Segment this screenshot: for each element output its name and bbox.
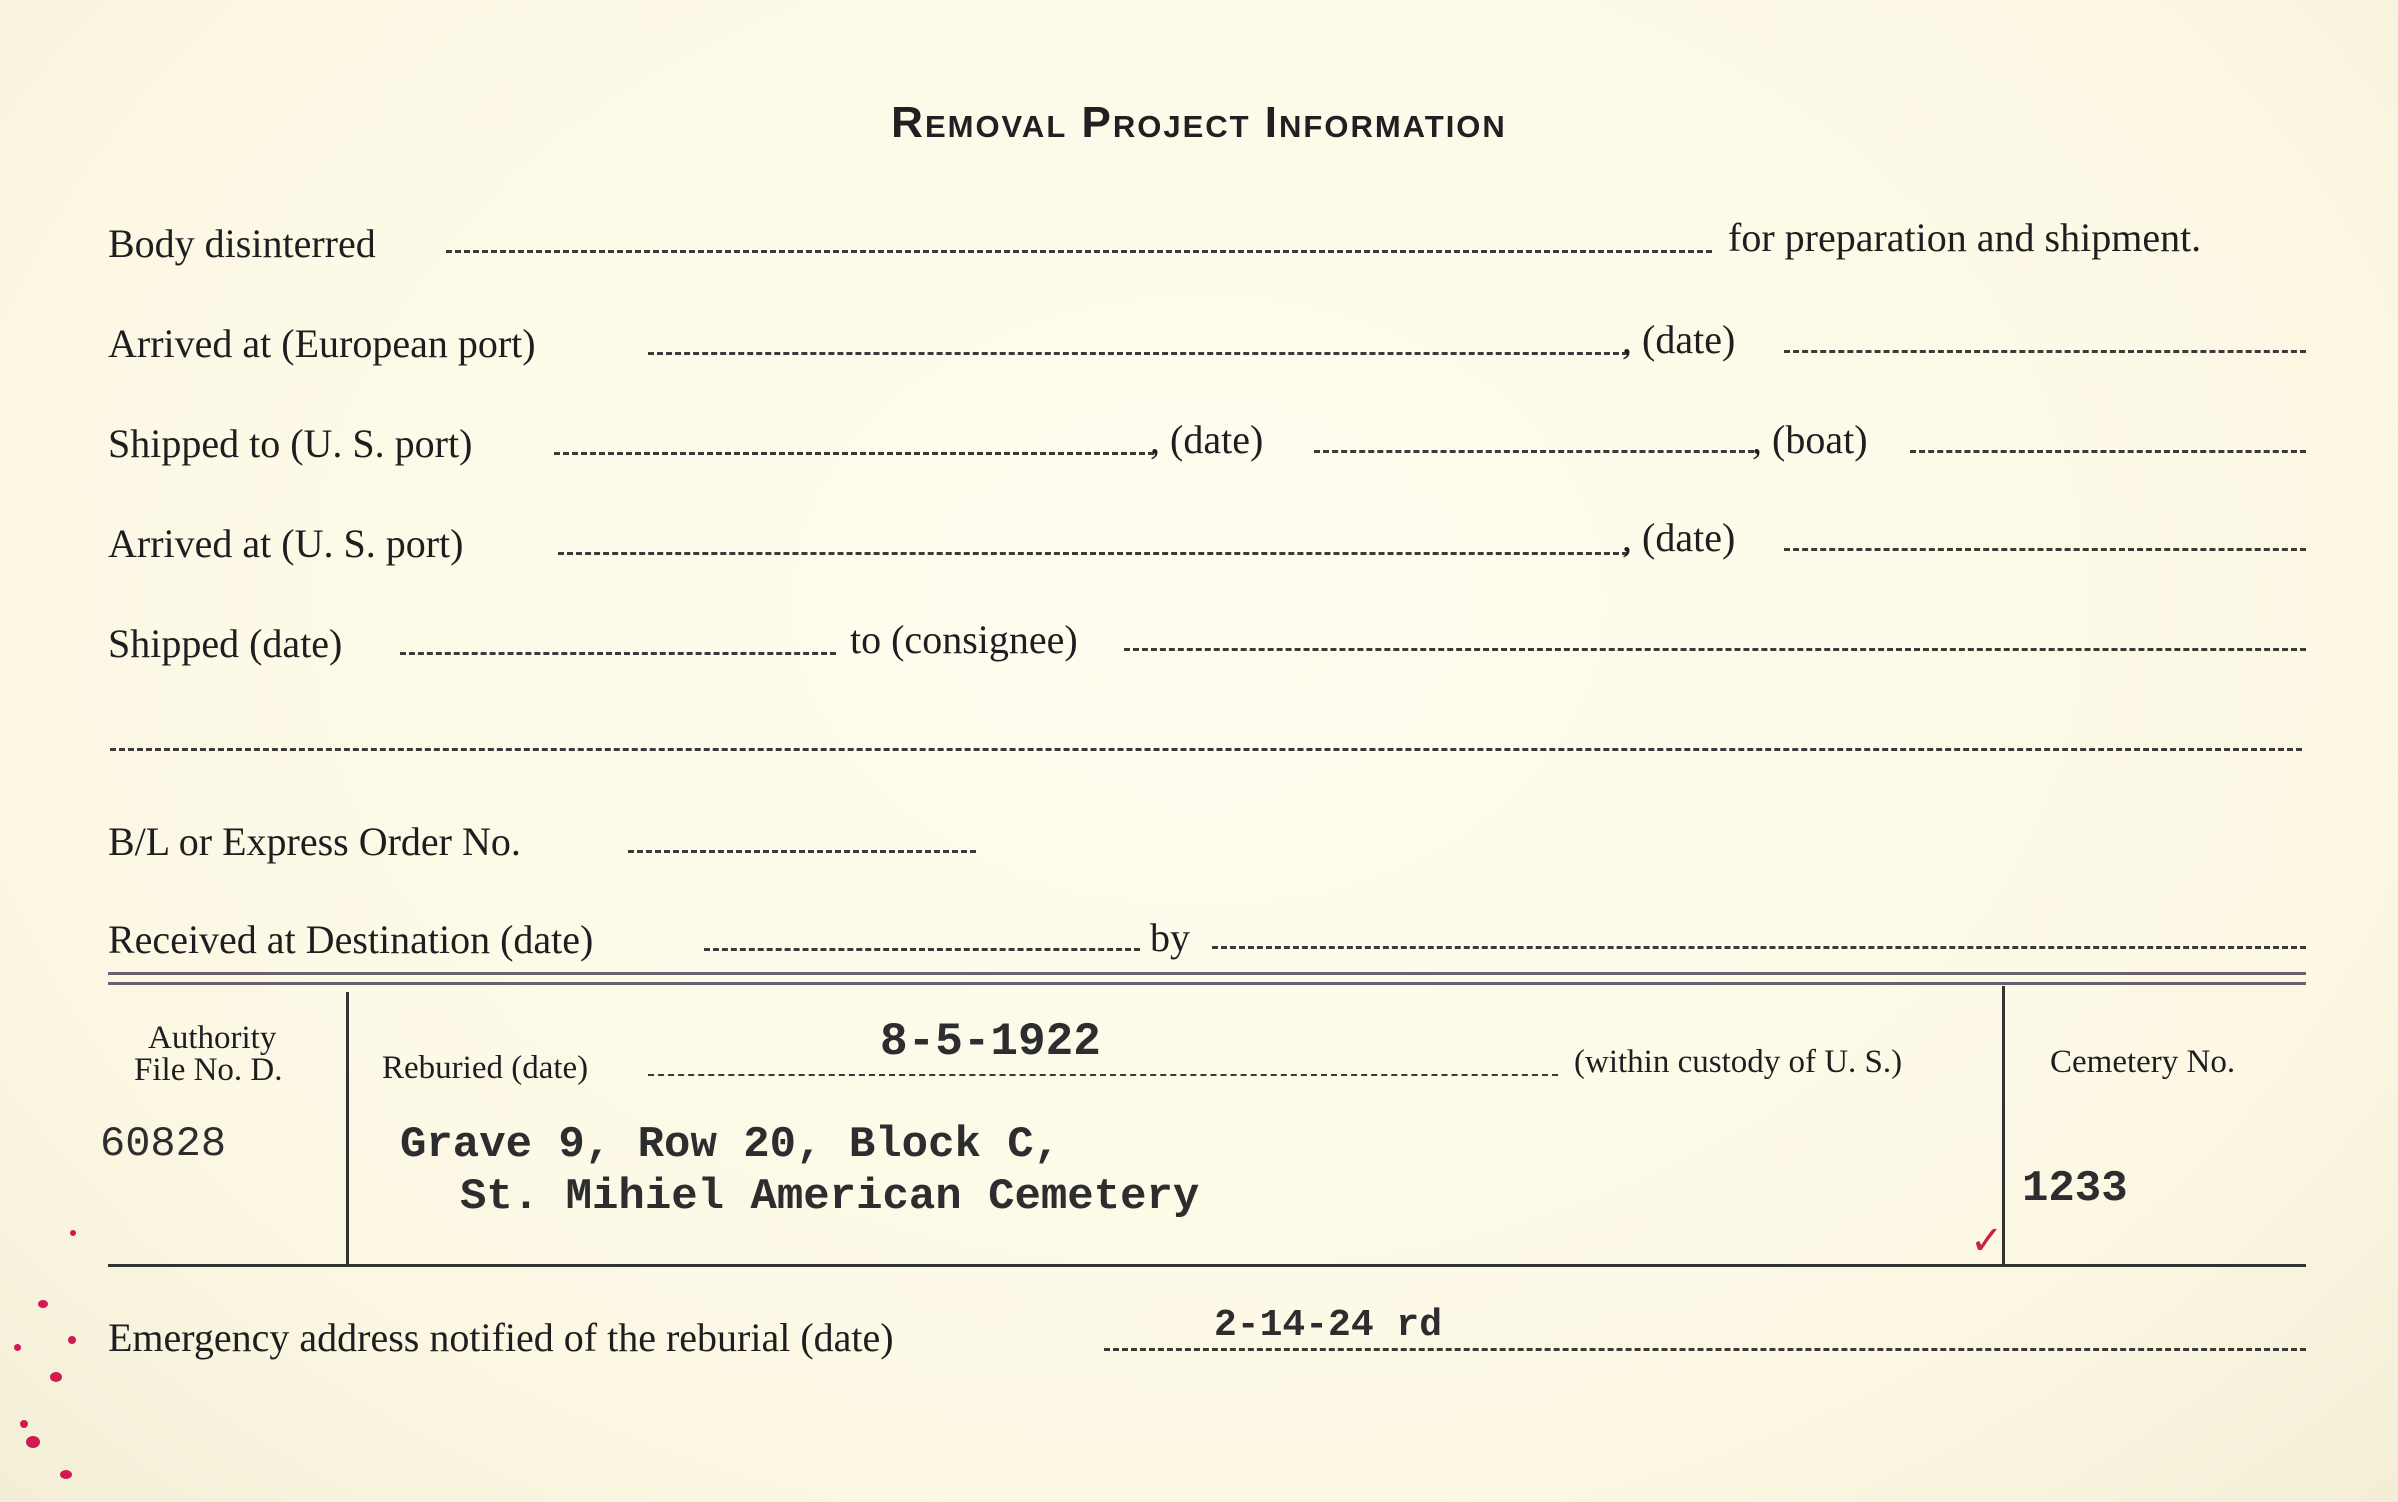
grave-location-line-1: Grave 9, Row 20, Block C,	[400, 1120, 1061, 1170]
cemetery-number-label: Cemetery No.	[2050, 1044, 2236, 1080]
bl-express-field	[628, 850, 976, 853]
arrived-european-field	[648, 352, 1628, 355]
arrived-european-date-label: , (date)	[1622, 317, 1736, 362]
shipped-us-boat-field	[1910, 450, 2306, 453]
section-rule-top	[108, 972, 2306, 975]
shipped-us-field	[554, 452, 1154, 455]
table-rule-bottom	[108, 1264, 2306, 1267]
reburied-date-label: Reburied (date)	[382, 1050, 589, 1086]
arrived-us-label: Arrived at (U. S. port)	[108, 521, 464, 566]
reburied-date-value: 8-5-1922	[880, 1016, 1101, 1068]
body-disinterred-field	[446, 250, 1712, 253]
consignee-field	[1124, 648, 2306, 651]
custody-label: (within custody of U. S.)	[1574, 1044, 1903, 1080]
authority-label-1: Authority	[148, 1020, 277, 1056]
card-title: Removal Project Information	[891, 98, 1507, 147]
consignee-continuation-field	[110, 748, 2302, 751]
grave-location-line-2: St. Mihiel American Cemetery	[460, 1172, 1200, 1222]
arrived-us-date-field	[1784, 548, 2306, 551]
authority-label-2: File No. D.	[134, 1052, 283, 1088]
arrived-european-date-field	[1784, 350, 2306, 353]
cemetery-number-value: 1233	[2022, 1164, 2128, 1214]
emergency-label: Emergency address notified of the reburial (date)	[108, 1315, 894, 1360]
received-label: Received at Destination (date)	[108, 917, 594, 962]
shipped-date-field	[400, 652, 836, 655]
arrived-us-field	[558, 552, 1628, 555]
arrived-european-label: Arrived at (European port)	[108, 321, 536, 366]
bl-express-label: B/L or Express Order No.	[108, 819, 521, 864]
received-by-label: by	[1150, 915, 1190, 960]
shipped-date-label: Shipped (date)	[108, 621, 343, 666]
received-date-field	[704, 948, 1140, 951]
body-disinterred-label: Body disinterred	[108, 221, 376, 266]
shipped-us-date-label: , (date)	[1150, 417, 1264, 462]
reburied-date-field	[648, 1074, 1558, 1076]
emergency-date-field	[1104, 1348, 2306, 1351]
received-by-field	[1212, 946, 2306, 949]
consignee-label: to (consignee)	[850, 617, 1078, 662]
authority-file-number: 60828	[100, 1120, 227, 1168]
body-disinterred-suffix: for preparation and shipment.	[1728, 215, 2202, 260]
shipped-us-boat-label: , (boat)	[1752, 417, 1868, 462]
shipped-us-label: Shipped to (U. S. port)	[108, 421, 473, 466]
table-divider-left	[346, 992, 349, 1264]
arrived-us-date-label: , (date)	[1622, 515, 1736, 560]
shipped-us-date-field	[1314, 450, 1754, 453]
red-check-mark-icon: ✓	[1970, 1218, 2004, 1264]
section-rule-bottom	[108, 982, 2306, 985]
emergency-date-value: 2-14-24 rd	[1214, 1304, 1443, 1347]
